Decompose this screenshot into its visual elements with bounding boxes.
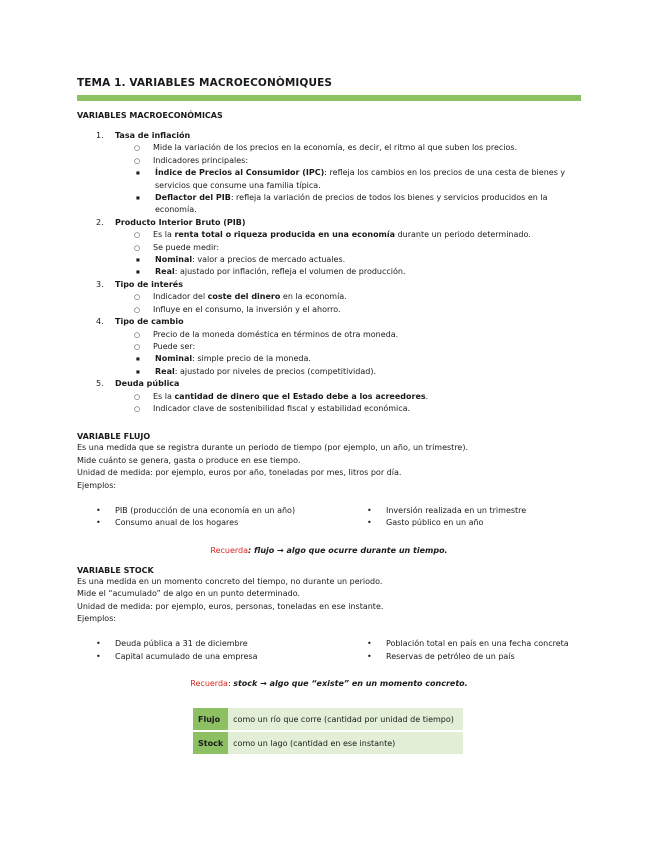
paragraph-line: Es una medida en un momento concreto del tiempo, no durante un periodo. <box>77 576 383 586</box>
page-title: TEMA 1. VARIABLES MACROECONÒMIQUES <box>77 77 333 89</box>
list-item: • Capital acumulado de una empresa <box>77 651 349 663</box>
sub-sub-item: ■ Índice de Precios al Consumidor (IPC): refleja los cambios en los precios de una cesta de bienes y servicios que consume una familia típica. <box>155 167 581 192</box>
list-number: 1. <box>96 131 104 140</box>
paragraph-line: Mide cuánto se genera, gasta o produce en ese tiempo. <box>77 455 301 465</box>
sub-item: ○ Indicadores principales: <box>153 155 581 167</box>
list-item-pib <box>77 217 581 279</box>
sub-sub-item: ■ Deflactor del PIB: refleja la variación de precios de todos los bienes y servicios producidos en la economía. <box>155 192 581 217</box>
section-heading-stock: VARIABLE STOCK <box>77 565 154 575</box>
table-key: Flujo <box>193 708 228 731</box>
sub-item: ○ Puede ser: <box>153 341 581 353</box>
list-item: • Gasto público en un año <box>349 517 581 529</box>
list-item: • Consumo anual de los hogares <box>77 517 349 529</box>
list-number: 5. <box>96 379 104 389</box>
list-number: 2. <box>96 217 104 227</box>
comparison-table <box>193 708 463 754</box>
stock-examples <box>77 638 581 663</box>
section-heading-variables: VARIABLES MACROECONÓMICAS <box>77 111 223 120</box>
sub-item: ○ Es la renta total o riqueza producida en una economía durante un periodo determinado. <box>153 229 581 241</box>
paragraph-line: Unidad de medida: por ejemplo, euros, personas, toneladas en ese instante. <box>77 601 384 611</box>
item-title: Deuda pública <box>115 379 180 389</box>
paragraph-line: Unidad de medida: por ejemplo, euros por año, toneladas por mes, litros por día. <box>77 468 402 478</box>
sub-item: ○ Es la cantidad de dinero que el Estado debe a los acreedores. <box>153 391 581 403</box>
list-number: 4. <box>96 317 104 327</box>
table-key: Stock <box>193 731 228 754</box>
flujo-examples <box>77 505 581 530</box>
list-item: • Población total en país en una fecha concreta <box>349 638 581 650</box>
sub-sub-item: ■ Real: ajustado por inflación, refleja el volumen de producción. <box>155 266 581 278</box>
flujo-reminder: Recuerda: flujo → algo que ocurre durante un tiempo. <box>210 545 448 555</box>
list-item-exchange <box>77 316 581 378</box>
sub-item: ○ Influye en el consumo, la inversión y el ahorro. <box>153 304 581 316</box>
list-item: • Deuda pública a 31 de diciembre <box>77 638 349 650</box>
list-item: • Reservas de petróleo de un país <box>349 651 581 663</box>
item-title: Tipo de cambio <box>115 317 184 327</box>
list-item-debt <box>77 378 581 415</box>
stock-reminder: Recuerda: stock → algo que “existe” en un momento concreto. <box>190 679 468 689</box>
sub-item: ○ Se puede medir: <box>153 242 581 254</box>
title-rule <box>77 95 581 101</box>
item-title: Tipo de interés <box>115 279 183 289</box>
table-value: como un lago (cantidad en ese instante) <box>228 731 463 754</box>
list-number: 3. <box>96 279 104 289</box>
item-title: Tasa de inflación <box>115 131 191 140</box>
sub-item: ○ Indicador clave de sostenibilidad fiscal y estabilidad económica. <box>153 403 581 415</box>
variables-list <box>77 130 581 415</box>
list-item: • PIB (producción de una economía en un año) <box>77 505 349 517</box>
table-row <box>193 731 463 754</box>
list-item-interest <box>77 279 581 316</box>
section-heading-flujo: VARIABLE FLUJO <box>77 432 151 442</box>
sub-item: ○ Indicador del coste del dinero en la economía. <box>153 291 581 303</box>
sub-sub-item: ■ Real: ajustado por niveles de precios (competitividad). <box>155 366 581 378</box>
sub-sub-item: ■ Nominal: simple precio de la moneda. <box>155 353 581 365</box>
document-page <box>77 76 581 754</box>
list-item: • Inversión realizada en un trimestre <box>349 505 581 517</box>
paragraph-line: Es una medida que se registra durante un periodo de tiempo (por ejemplo, un año, un trimestre). <box>77 443 469 453</box>
table-row <box>193 708 463 731</box>
sub-item: ○ Precio de la moneda doméstica en términos de otra moneda. <box>153 329 581 341</box>
item-title: Producto Interior Bruto (PIB) <box>115 217 246 227</box>
paragraph-line: Ejemplos: <box>77 480 117 490</box>
paragraph-line: Ejemplos: <box>77 614 117 623</box>
list-item-inflation <box>77 130 581 217</box>
table-value: como un río que corre (cantidad por unidad de tiempo) <box>228 708 463 731</box>
sub-sub-item: ■ Nominal: valor a precios de mercado actuales. <box>155 254 581 266</box>
paragraph-line: Mide el “acumulado” de algo en un punto determinado. <box>77 589 300 599</box>
sub-item: ○ Mide la variación de los precios en la economía, es decir, el ritmo al que suben los precios. <box>153 142 581 154</box>
